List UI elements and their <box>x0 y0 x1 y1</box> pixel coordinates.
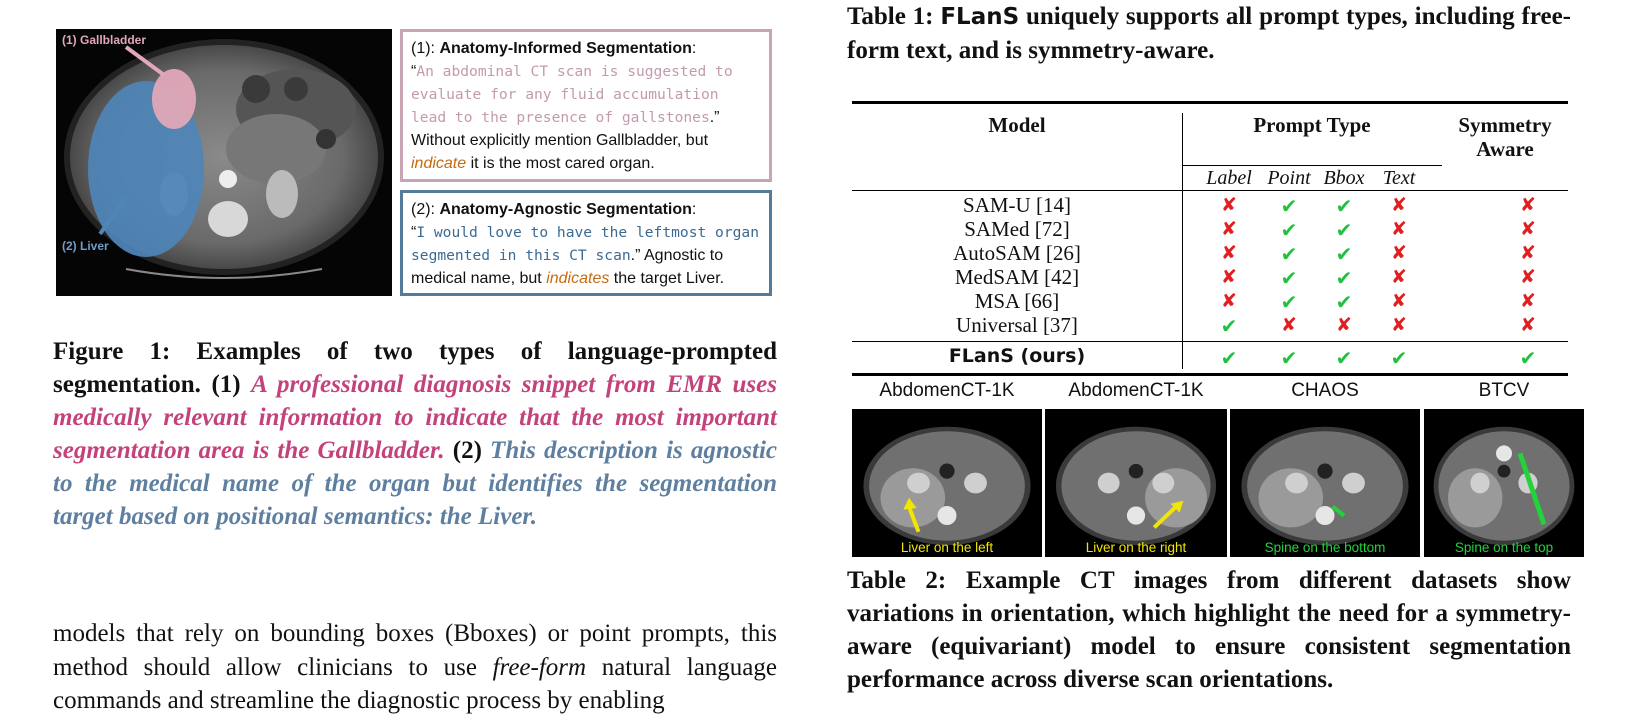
ct-image <box>1424 409 1584 557</box>
check-mark-icon: ✔ <box>1280 266 1298 290</box>
cross-mark-icon: ✘ <box>1520 218 1536 240</box>
ct-image-label: Liver on the left <box>900 540 994 555</box>
figure1-caption-part1: A professional diagnosis snippet from EMR uses medically relevant information to indicate that the most important segmentation area is the Gallbladder. <box>53 371 777 464</box>
body-post: natural language commands and streamline the diagnostic process by enabling <box>53 653 777 714</box>
box2-open-quote: “ <box>411 224 417 241</box>
cross-mark-icon: ✘ <box>1520 314 1536 336</box>
table1-vertical-rule <box>1182 113 1183 369</box>
check-mark-icon: ✔ <box>1280 242 1298 266</box>
table1-caption-name: FLanS <box>940 4 1020 30</box>
box2-after-quote: .” Agnostic to medical name, but <box>411 247 724 287</box>
cross-mark-icon: ✘ <box>1336 314 1352 336</box>
figure1-caption-part2: This description is agnostic to the medical name of the organ but identifies the segmentation target based on positional semantics: the Liver. <box>53 437 778 530</box>
cross-mark-icon: ✘ <box>1221 218 1237 240</box>
gallbladder-mask <box>152 69 196 129</box>
dataset-name: BTCV <box>1478 380 1530 401</box>
cross-mark-icon: ✘ <box>1221 266 1237 288</box>
cross-mark-icon: ✘ <box>1391 290 1407 312</box>
header-model: Model <box>988 113 1046 137</box>
box2-title: Anatomy-Agnostic Segmentation <box>439 201 692 218</box>
body-emphasis: free-form <box>492 653 587 681</box>
model-name: MedSAM [42] <box>954 265 1080 289</box>
check-mark-icon: ✔ <box>1335 242 1353 266</box>
cross-mark-icon: ✘ <box>1520 242 1536 264</box>
subheader-label: Label <box>1206 167 1252 189</box>
table1-caption-pre: Table 1: <box>847 3 941 30</box>
cross-mark-icon: ✘ <box>1391 194 1407 216</box>
subheader-point: Point <box>1267 167 1311 189</box>
subheader-text: Text <box>1382 167 1416 189</box>
cross-mark-icon: ✘ <box>1221 290 1237 312</box>
cross-mark-icon: ✘ <box>1281 314 1297 336</box>
cross-mark-icon: ✘ <box>1520 290 1536 312</box>
model-name: AutoSAM [26] <box>953 241 1081 265</box>
table1-header-rule <box>852 190 1568 191</box>
model-name: Universal [37] <box>956 313 1078 337</box>
check-mark-icon: ✔ <box>1280 346 1298 370</box>
check-mark-icon: ✔ <box>1280 290 1298 314</box>
check-mark-icon: ✔ <box>1335 266 1353 290</box>
anatomy-agnostic-box <box>400 190 772 296</box>
figure1-caption-lead: Figure 1: Examples of two types of language-prompted segmentation. (1) <box>53 338 777 398</box>
header-prompt-type: Prompt Type <box>1253 113 1371 137</box>
cross-mark-icon: ✘ <box>1391 242 1407 264</box>
check-mark-icon: ✔ <box>1280 218 1298 242</box>
table2-caption: Table 2: Example CT images from different datasets show variations in orientation, which highlight the need for a symmetry-aware (equivariant) model to ensure consistent segmentation performance across diverse scan orientations. <box>847 567 1571 693</box>
box2-highlight: indicates <box>546 270 610 287</box>
box2-colon: : <box>691 201 697 218</box>
gallbladder-label: (1) Gallbladder <box>62 33 147 47</box>
box1-tail: it is the most cared organ. <box>466 155 655 172</box>
table1-top-rule <box>852 101 1568 104</box>
header-symmetry-line1: Symmetry <box>1458 113 1552 137</box>
box1-highlight: indicate <box>411 155 467 172</box>
model-name: SAM-U [14] <box>963 193 1071 217</box>
check-mark-icon: ✔ <box>1280 194 1298 218</box>
check-mark-icon: ✔ <box>1390 346 1408 370</box>
dataset-name: CHAOS <box>1291 380 1359 401</box>
liver-label: (2) Liver <box>62 239 109 253</box>
check-mark-icon: ✔ <box>1335 194 1353 218</box>
table1-ours-rule <box>852 341 1568 342</box>
table1-bottom-rule <box>852 373 1568 376</box>
cross-mark-icon: ✘ <box>1391 314 1407 336</box>
cross-mark-icon: ✘ <box>1520 194 1536 216</box>
cross-mark-icon: ✘ <box>1391 218 1407 240</box>
dataset-name: AbdomenCT-1K <box>879 380 1015 401</box>
check-mark-icon: ✔ <box>1519 346 1537 370</box>
body-pre: models that rely on bounding boxes (Bboxes) or point prompts, this method should allow clinicians to use <box>53 620 777 681</box>
box1-title: Anatomy-Informed Segmentation <box>439 40 692 57</box>
ct-image-label: Liver on the right <box>1085 540 1187 555</box>
cross-mark-icon: ✘ <box>1221 194 1237 216</box>
header-symmetry-aware <box>1442 113 1568 161</box>
model-name: SAMed [72] <box>964 217 1070 241</box>
body-paragraph <box>53 617 777 718</box>
box1-open-quote: “ <box>411 63 417 80</box>
figure1-caption <box>53 335 777 533</box>
anatomy-informed-box <box>400 29 772 182</box>
box1-colon: : <box>691 40 697 57</box>
model-name: MSA [66] <box>974 289 1060 313</box>
table1-caption-post: uniquely supports all prompt types, including free-form text, and is symmetry-aware. <box>847 3 1572 64</box>
box2-quote: I would love to have the leftmost organ segmented in this CT scan <box>411 224 759 264</box>
check-mark-icon: ✔ <box>1335 290 1353 314</box>
prompt-type-underline <box>1182 165 1442 166</box>
box1-after-quote: .” Without explicitly mention Gallbladder, but <box>411 109 720 149</box>
subheader-bbox: Bbox <box>1323 167 1365 189</box>
box1-quote: An abdominal CT scan is suggested to evaluate for any fluid accumulation lead to the presence of gallstones <box>411 63 733 126</box>
ct-image-label: Spine on the top <box>1454 540 1554 555</box>
ct-image <box>1045 409 1227 557</box>
cross-mark-icon: ✘ <box>1221 242 1237 264</box>
cross-mark-icon: ✘ <box>1520 266 1536 288</box>
box1-prefix: (1): <box>411 40 440 57</box>
figure1-caption-mid: (2) <box>444 437 491 464</box>
ct-image <box>852 409 1042 557</box>
cross-mark-icon: ✘ <box>1391 266 1407 288</box>
dataset-name: AbdomenCT-1K <box>1068 380 1204 401</box>
model-name-ours: FLanS (ours) <box>948 345 1086 367</box>
check-mark-icon: ✔ <box>1220 346 1238 370</box>
check-mark-icon: ✔ <box>1335 218 1353 242</box>
header-symmetry-line2: Aware <box>1476 137 1534 161</box>
figure1-ct-image <box>56 29 392 296</box>
box2-tail: the target Liver. <box>609 270 725 287</box>
ct-scan-illustration <box>56 29 392 296</box>
ct-image-label: Spine on the bottom <box>1264 540 1386 555</box>
check-mark-icon: ✔ <box>1220 314 1238 338</box>
ct-image <box>1230 409 1420 557</box>
table1-caption <box>847 0 1571 67</box>
check-mark-icon: ✔ <box>1335 346 1353 370</box>
box2-prefix: (2): <box>411 201 440 218</box>
